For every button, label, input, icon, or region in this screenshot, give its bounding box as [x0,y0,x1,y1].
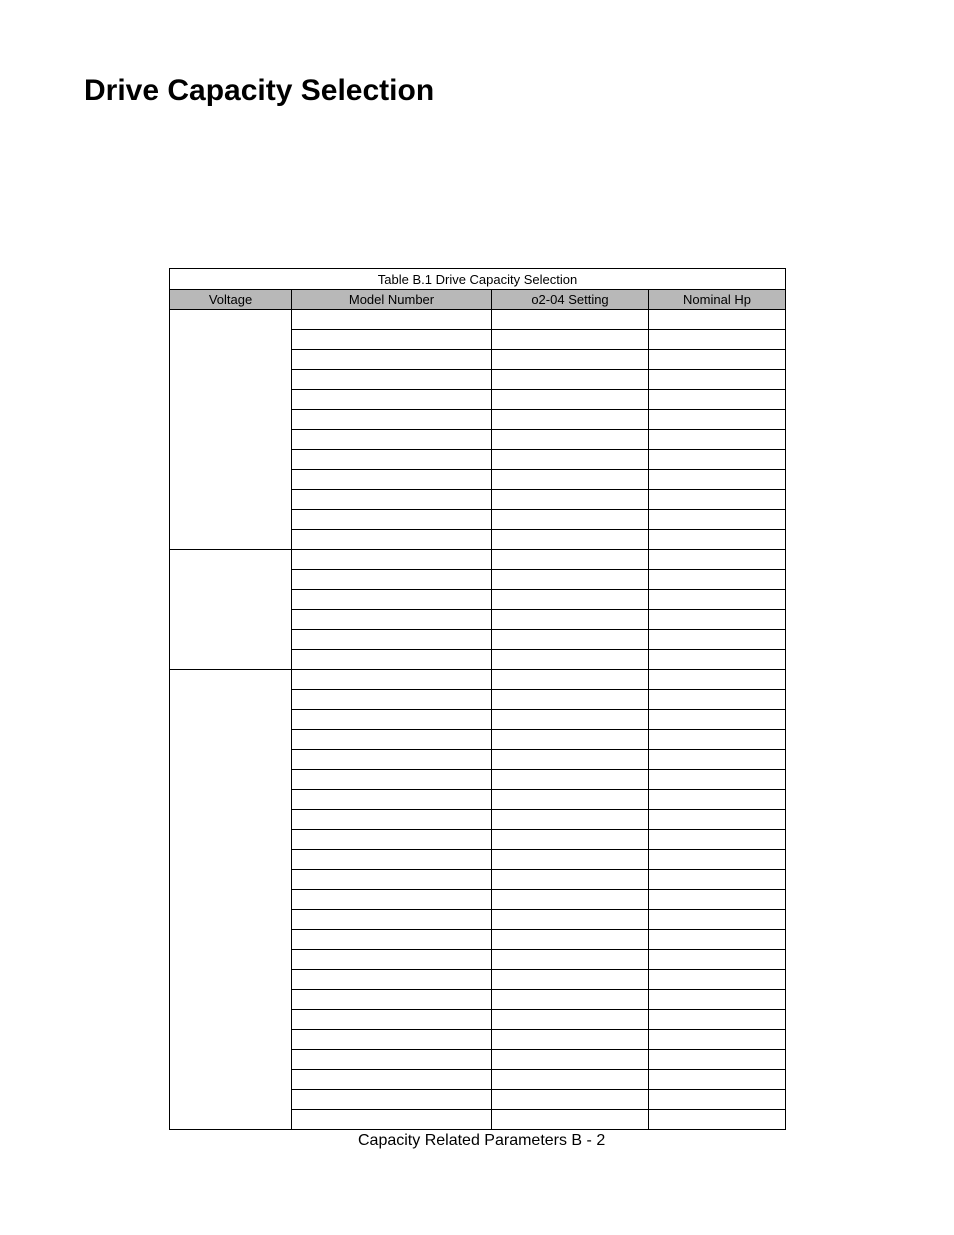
nominal-hp-cell [649,670,786,690]
drive-capacity-table [169,268,786,1130]
nominal-hp-cell [649,490,786,510]
model-number-cell [292,950,492,970]
model-number-cell [292,750,492,770]
model-number-cell [292,690,492,710]
nominal-hp-cell [649,390,786,410]
o2-04-setting-cell [492,850,649,870]
nominal-hp-cell [649,550,786,570]
nominal-hp-cell [649,630,786,650]
model-number-cell [292,430,492,450]
model-number-cell [292,650,492,670]
model-number-cell [292,310,492,330]
nominal-hp-cell [649,810,786,830]
nominal-hp-cell [649,1070,786,1090]
model-number-cell [292,550,492,570]
model-number-cell [292,410,492,430]
nominal-hp-cell [649,990,786,1010]
model-number-cell [292,1090,492,1110]
model-number-cell [292,370,492,390]
nominal-hp-cell [649,710,786,730]
nominal-hp-cell [649,910,786,930]
o2-04-setting-cell [492,1010,649,1030]
header-model-number: Model Number [292,290,492,310]
o2-04-setting-cell [492,990,649,1010]
o2-04-setting-cell [492,1050,649,1070]
model-number-cell [292,890,492,910]
o2-04-setting-cell [492,690,649,710]
o2-04-setting-cell [492,410,649,430]
model-number-cell [292,670,492,690]
nominal-hp-cell [649,690,786,710]
nominal-hp-cell [649,930,786,950]
o2-04-setting-cell [492,490,649,510]
model-number-cell [292,770,492,790]
header-voltage: Voltage [170,290,292,310]
o2-04-setting-cell [492,1070,649,1090]
o2-04-setting-cell [492,450,649,470]
nominal-hp-cell [649,1030,786,1050]
o2-04-setting-cell [492,670,649,690]
nominal-hp-cell [649,590,786,610]
o2-04-setting-cell [492,1030,649,1050]
o2-04-setting-cell [492,370,649,390]
o2-04-setting-cell [492,1090,649,1110]
model-number-cell [292,710,492,730]
nominal-hp-cell [649,730,786,750]
nominal-hp-cell [649,410,786,430]
o2-04-setting-cell [492,630,649,650]
nominal-hp-cell [649,310,786,330]
model-number-cell [292,530,492,550]
header-nominal-hp: Nominal Hp [649,290,786,310]
o2-04-setting-cell [492,550,649,570]
o2-04-setting-cell [492,310,649,330]
model-number-cell [292,630,492,650]
o2-04-setting-cell [492,650,649,670]
voltage-cell [170,550,292,670]
o2-04-setting-cell [492,590,649,610]
model-number-cell [292,570,492,590]
model-number-cell [292,1110,492,1130]
nominal-hp-cell [649,330,786,350]
o2-04-setting-cell [492,350,649,370]
model-number-cell [292,910,492,930]
model-number-cell [292,850,492,870]
o2-04-setting-cell [492,470,649,490]
o2-04-setting-cell [492,710,649,730]
nominal-hp-cell [649,430,786,450]
o2-04-setting-cell [492,890,649,910]
voltage-cell [170,310,292,550]
o2-04-setting-cell [492,930,649,950]
o2-04-setting-cell [492,790,649,810]
nominal-hp-cell [649,650,786,670]
voltage-cell [170,670,292,1130]
o2-04-setting-cell [492,830,649,850]
nominal-hp-cell [649,890,786,910]
nominal-hp-cell [649,510,786,530]
nominal-hp-cell [649,1050,786,1070]
nominal-hp-cell [649,870,786,890]
model-number-cell [292,730,492,750]
nominal-hp-cell [649,790,786,810]
nominal-hp-cell [649,610,786,630]
nominal-hp-cell [649,570,786,590]
model-number-cell [292,450,492,470]
page-title: Drive Capacity Selection [84,74,435,107]
o2-04-setting-cell [492,910,649,930]
nominal-hp-cell [649,470,786,490]
nominal-hp-cell [649,830,786,850]
nominal-hp-cell [649,970,786,990]
o2-04-setting-cell [492,970,649,990]
nominal-hp-cell [649,450,786,470]
model-number-cell [292,590,492,610]
nominal-hp-cell [649,750,786,770]
o2-04-setting-cell [492,870,649,890]
nominal-hp-cell [649,1010,786,1030]
nominal-hp-cell [649,530,786,550]
model-number-cell [292,1030,492,1050]
model-number-cell [292,330,492,350]
o2-04-setting-cell [492,510,649,530]
model-number-cell [292,830,492,850]
table-body [170,310,786,1130]
model-number-cell [292,390,492,410]
header-o2-04-setting: o2-04 Setting [492,290,649,310]
model-number-cell [292,790,492,810]
model-number-cell [292,930,492,950]
model-number-cell [292,510,492,530]
o2-04-setting-cell [492,730,649,750]
table-row [170,670,786,690]
model-number-cell [292,610,492,630]
o2-04-setting-cell [492,530,649,550]
o2-04-setting-cell [492,390,649,410]
model-number-cell [292,970,492,990]
model-number-cell [292,1070,492,1090]
o2-04-setting-cell [492,950,649,970]
nominal-hp-cell [649,950,786,970]
model-number-cell [292,490,492,510]
table-row [170,310,786,330]
nominal-hp-cell [649,370,786,390]
model-number-cell [292,1050,492,1070]
nominal-hp-cell [649,1110,786,1130]
o2-04-setting-cell [492,770,649,790]
nominal-hp-cell [649,350,786,370]
page-footer: Capacity Related Parameters B - 2 [358,1132,606,1149]
o2-04-setting-cell [492,810,649,830]
nominal-hp-cell [649,850,786,870]
o2-04-setting-cell [492,330,649,350]
table-row [170,550,786,570]
model-number-cell [292,810,492,830]
o2-04-setting-cell [492,1110,649,1130]
o2-04-setting-cell [492,750,649,770]
o2-04-setting-cell [492,610,649,630]
nominal-hp-cell [649,770,786,790]
model-number-cell [292,1010,492,1030]
o2-04-setting-cell [492,430,649,450]
table-caption: Table B.1 Drive Capacity Selection [170,269,786,290]
nominal-hp-cell [649,1090,786,1110]
model-number-cell [292,470,492,490]
model-number-cell [292,350,492,370]
model-number-cell [292,990,492,1010]
model-number-cell [292,870,492,890]
o2-04-setting-cell [492,570,649,590]
